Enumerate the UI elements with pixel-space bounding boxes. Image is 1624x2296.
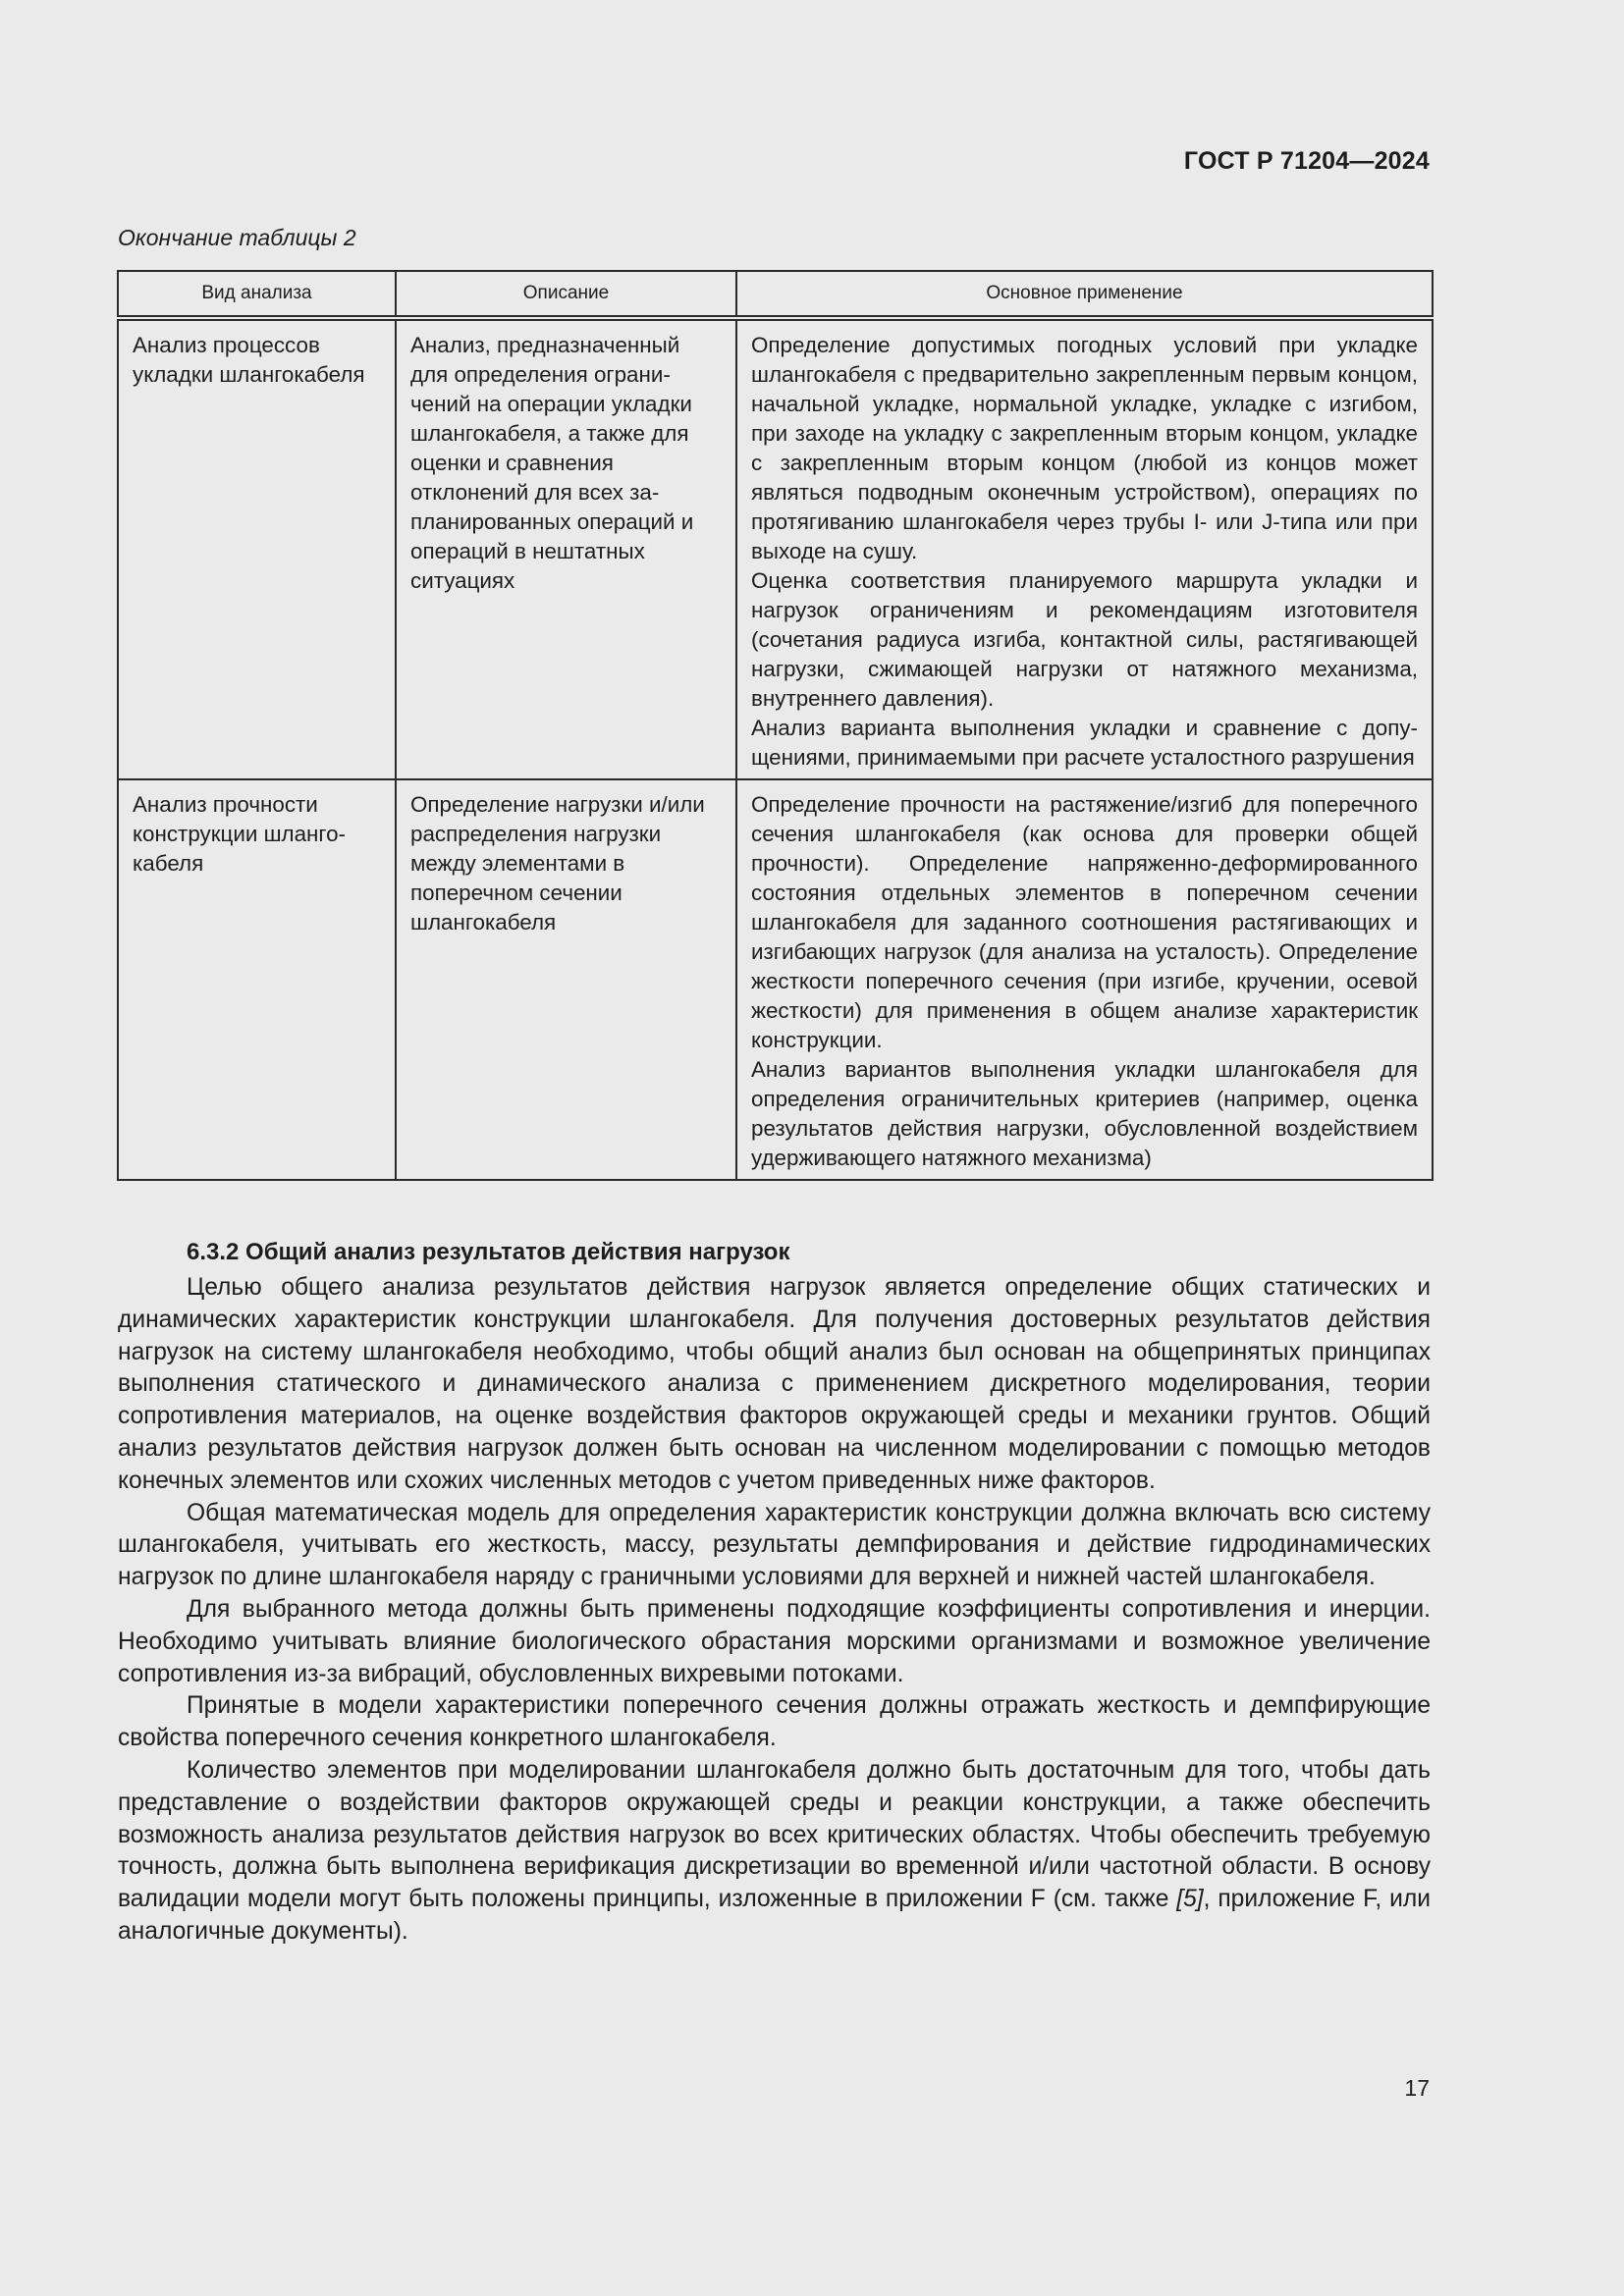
body-paragraph-text: Количество элементов при моделировании шлангокабеля должно быть достаточным для того, чтобы дать представление о воздействии факторов окружающей среды и реакции конструкции, а также обеспечить возможность анализа результатов действия нагрузок во всех критических областях. Чтобы обеспечить требуемую точность, должна быть выполнена верификация дискретизации во временной и/или частотной области. В основу валидации модели могут быть положены принципы, изложенные в приложении F (см. также <box>118 1756 1431 1913</box>
cell-application <box>736 779 1433 1180</box>
cell-kind: Анализ процессов укладки шлангокабеля <box>118 318 396 779</box>
cell-description: Анализ, предназначенный для определения ограничений на операции укладки шлангокабеля, а также для оценки и сравнения отклонений для всех запланированных операций и операций в нештатных ситуациях <box>396 318 736 779</box>
application-paragraph: Анализ варианта выполнения укладки и сравнение с допущениями, принимаемыми при расчете усталостного разрушения <box>751 716 1418 770</box>
application-paragraph: Определение прочности на растяжение/изгиб для поперечного сечения шлангокабеля (как основа для проверки общей прочности). Определение напряженно-деформированного состояния отдельных элементов в поперечном сечении шлангокабеля для заданного соотношения растягивающих и изгибающих нагрузок (для анализа на усталость). Определение жесткости поперечного сечения (при изгибе, кручении, осевой жесткости) для применения в общем анализе характеристик конструкции. <box>751 792 1418 1052</box>
section-body <box>118 1272 1431 1949</box>
body-paragraph-tail: , приложение F, или аналогичные документы). <box>118 1886 1431 1945</box>
table-row <box>118 779 1433 1180</box>
page-number: 17 <box>1404 2075 1430 2101</box>
body-paragraph-last <box>118 1755 1431 1949</box>
cell-kind: Анализ прочности конструкции шлангокабеля <box>118 779 396 1180</box>
cell-application <box>736 318 1433 779</box>
reference-link: [5] <box>1176 1886 1204 1913</box>
table-header-row <box>118 271 1433 318</box>
table-caption: Окончание таблицы 2 <box>118 225 356 250</box>
application-paragraph: Анализ вариантов выполнения укладки шлангокабеля для определения ограничительных критериев (например, оценка результатов действия нагрузки, обусловленной воздействием удерживающего натяжного механизма) <box>751 1057 1418 1170</box>
cell-description: Определение нагрузки и/или распределения нагрузки между элементами в поперечном сечении шлангокабеля <box>396 779 736 1180</box>
body-paragraph: Целью общего анализа результатов действия нагрузок является определение общих статических и динамических характеристик конструкции шлангокабеля. Для получения достоверных результатов действия нагрузок на систему шлангокабеля необходимо, чтобы общий анализ был основан на общепринятых принципах выполнения статического и динамического анализа с применением дискретного моделирования, теории сопротивления материалов, на оценке воздействия факторов окружающей среды и механики грунтов. Общий анализ результатов действия нагрузок должен быть основан на численном моделировании с помощью методов конечных элементов или схожих численных методов с учетом приведенных ниже факторов. <box>118 1274 1431 1494</box>
body-paragraph: Принятые в модели характеристики поперечного сечения должны отражать жесткость и демпфирующие свойства поперечного сечения конкретного шлангокабеля. <box>118 1692 1431 1752</box>
document-code: ГОСТ Р 71204—2024 <box>1183 147 1430 175</box>
table-row <box>118 318 1433 779</box>
body-paragraph: Общая математическая модель для определения характеристик конструкции должна включать всю систему шлангокабеля, учитывать его жесткость, массу, результаты демпфирования и действие гидродинамических нагрузок по длине шлангокабеля наряду с граничными условиями для верхней и нижней частей шлангокабеля. <box>118 1499 1431 1591</box>
body-paragraph: Для выбранного метода должны быть применены подходящие коэффициенты сопротивления и инерции. Необходимо учитывать влияние биологического обрастания морскими организмами и возможное увеличение сопротивления из-за вибраций, обусловленных вихревыми потоками. <box>118 1595 1431 1687</box>
application-paragraph: Оценка соответствия планируемого маршрута укладки и нагрузок ограничениям и рекомендациям изготовителя (сочетания радиуса изгиба, контактной силы, растягивающей нагрузки, сжимающей нагрузки от натяжного механизма, внутреннего давления). <box>751 568 1418 711</box>
section-title: 6.3.2 Общий анализ результатов действия нагрузок <box>187 1239 790 1265</box>
analysis-table <box>117 270 1434 1181</box>
application-paragraph: Определение допустимых погодных условий при укладке шлангокабеля с предварительно закрепленным первым концом, начальной укладке, нормальной укладке, укладке с изгибом, при заходе на укладку с закрепленным вторым концом, укладке с закрепленным вторым концом (любой из концов может являться подводным оконечным устройством), операциях по протягиванию шлангокабеля через трубы I- или J-типа или при выходе на сушу. <box>751 333 1418 563</box>
column-header-description: Описание <box>396 271 736 318</box>
column-header-kind: Вид анализа <box>118 271 396 318</box>
column-header-application: Основное применение <box>736 271 1433 318</box>
